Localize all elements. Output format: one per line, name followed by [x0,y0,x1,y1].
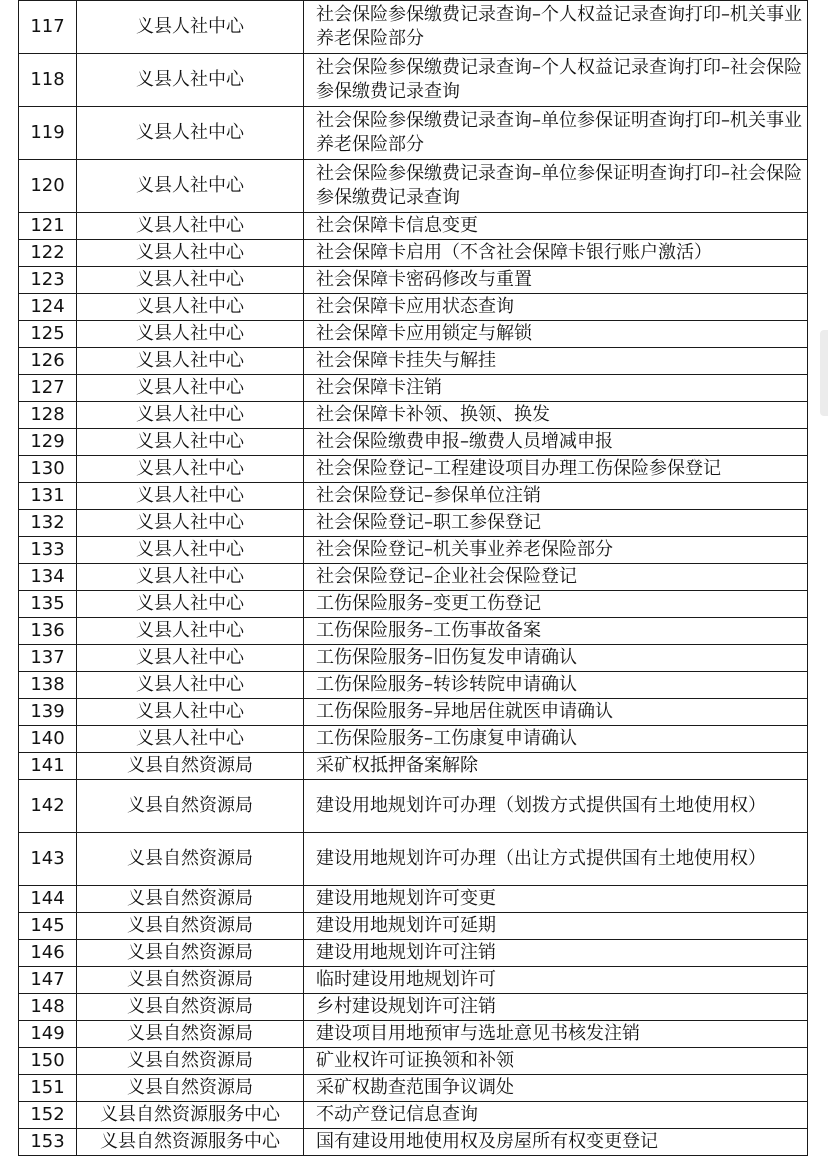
department-cell: 义县人社中心 [77,672,304,699]
service-item-cell: 社会保险登记–机关事业养老保险部分 [304,537,808,564]
table-row [19,618,808,645]
department-cell: 义县人社中心 [77,321,304,348]
department-cell: 义县人社中心 [77,726,304,753]
department-cell: 义县人社中心 [77,564,304,591]
row-number: 135 [19,591,77,618]
table-row [19,160,808,213]
service-item-cell: 国有建设用地使用权及房屋所有权变更登记 [304,1129,808,1156]
service-item-cell: 工伤保险服务–旧伤复发申请确认 [304,645,808,672]
service-item-cell: 建设用地规划许可变更 [304,886,808,913]
service-item-cell: 社会保险参保缴费记录查询–单位参保证明查询打印–机关事业养老保险部分 [304,107,808,160]
scroll-edge-tab[interactable] [820,330,828,416]
service-item-cell: 社会保障卡应用状态查询 [304,294,808,321]
service-item-cell: 采矿权抵押备案解除 [304,753,808,780]
service-item-cell: 社会保障卡信息变更 [304,213,808,240]
table-row [19,267,808,294]
department-cell: 义县人社中心 [77,160,304,213]
service-item-cell: 工伤保险服务–变更工伤登记 [304,591,808,618]
service-item-cell: 建设用地规划许可办理（出让方式提供国有土地使用权） [304,833,808,886]
row-number: 148 [19,994,77,1021]
service-item-cell: 建设用地规划许可注销 [304,940,808,967]
department-cell: 义县人社中心 [77,107,304,160]
table-row [19,429,808,456]
department-cell: 义县自然资源局 [77,994,304,1021]
service-item-cell: 社会保险登记–工程建设项目办理工伤保险参保登记 [304,456,808,483]
table-row [19,213,808,240]
service-item-cell: 建设用地规划许可办理（划拨方式提供国有土地使用权） [304,780,808,833]
row-number: 142 [19,780,77,833]
service-item-cell: 矿业权许可证换领和补领 [304,1048,808,1075]
table-row [19,645,808,672]
row-number: 131 [19,483,77,510]
department-cell: 义县人社中心 [77,645,304,672]
service-item-cell: 社会保险参保缴费记录查询–单位参保证明查询打印–社会保险参保缴费记录查询 [304,160,808,213]
row-number: 153 [19,1129,77,1156]
department-cell: 义县自然资源局 [77,780,304,833]
service-item-cell: 临时建设用地规划许可 [304,967,808,994]
table-row [19,940,808,967]
table-row [19,913,808,940]
row-number: 144 [19,886,77,913]
department-cell: 义县自然资源局 [77,967,304,994]
table-row [19,753,808,780]
service-item-cell: 不动产登记信息查询 [304,1102,808,1129]
table-row [19,107,808,160]
row-number: 121 [19,213,77,240]
row-number: 117 [19,1,77,54]
table-row [19,1048,808,1075]
row-number: 149 [19,1021,77,1048]
table-row [19,564,808,591]
row-number: 128 [19,402,77,429]
row-number: 124 [19,294,77,321]
service-item-cell: 社会保险登记–参保单位注销 [304,483,808,510]
department-cell: 义县人社中心 [77,483,304,510]
service-item-cell: 工伤保险服务–异地居住就医申请确认 [304,699,808,726]
row-number: 123 [19,267,77,294]
row-number: 133 [19,537,77,564]
table-row [19,967,808,994]
row-number: 139 [19,699,77,726]
row-number: 126 [19,348,77,375]
department-cell: 义县人社中心 [77,456,304,483]
row-number: 130 [19,456,77,483]
row-number: 138 [19,672,77,699]
table-row [19,1075,808,1102]
row-number: 140 [19,726,77,753]
table-row [19,375,808,402]
department-cell: 义县人社中心 [77,213,304,240]
row-number: 125 [19,321,77,348]
table-row [19,1021,808,1048]
row-number: 132 [19,510,77,537]
row-number: 141 [19,753,77,780]
table-row [19,591,808,618]
row-number: 151 [19,1075,77,1102]
table-row [19,321,808,348]
table-row [19,672,808,699]
table-row [19,240,808,267]
row-number: 120 [19,160,77,213]
service-item-cell: 工伤保险服务–工伤康复申请确认 [304,726,808,753]
department-cell: 义县自然资源服务中心 [77,1129,304,1156]
row-number: 122 [19,240,77,267]
row-number: 127 [19,375,77,402]
department-cell: 义县人社中心 [77,618,304,645]
row-number: 152 [19,1102,77,1129]
table-row [19,537,808,564]
table-row [19,402,808,429]
table-row [19,994,808,1021]
service-item-cell: 社会保障卡注销 [304,375,808,402]
table-row [19,886,808,913]
service-item-cell: 社会保险登记–企业社会保险登记 [304,564,808,591]
row-number: 136 [19,618,77,645]
department-cell: 义县自然资源局 [77,753,304,780]
table-row [19,699,808,726]
service-item-cell: 社会保险登记–职工参保登记 [304,510,808,537]
service-item-cell: 工伤保险服务–转诊转院申请确认 [304,672,808,699]
table-row [19,833,808,886]
service-item-cell: 采矿权勘查范围争议调处 [304,1075,808,1102]
table-row [19,1,808,54]
department-cell: 义县人社中心 [77,294,304,321]
table-row [19,726,808,753]
table-row [19,780,808,833]
department-cell: 义县人社中心 [77,348,304,375]
department-cell: 义县自然资源局 [77,833,304,886]
table-row [19,294,808,321]
service-item-cell: 社会保险参保缴费记录查询–个人权益记录查询打印–机关事业养老保险部分 [304,1,808,54]
department-cell: 义县人社中心 [77,402,304,429]
department-cell: 义县自然资源局 [77,940,304,967]
table-row [19,54,808,107]
table-row [19,1102,808,1129]
service-item-cell: 建设用地规划许可延期 [304,913,808,940]
department-cell: 义县自然资源局 [77,1075,304,1102]
department-cell: 义县自然资源局 [77,1021,304,1048]
row-number: 147 [19,967,77,994]
department-cell: 义县人社中心 [77,591,304,618]
department-cell: 义县人社中心 [77,429,304,456]
row-number: 134 [19,564,77,591]
service-item-cell: 社会保障卡密码修改与重置 [304,267,808,294]
table-row [19,456,808,483]
service-item-cell: 工伤保险服务–工伤事故备案 [304,618,808,645]
department-cell: 义县人社中心 [77,54,304,107]
service-item-cell: 社会保障卡启用（不含社会保障卡银行账户激活） [304,240,808,267]
table-body [19,1,808,1156]
department-cell: 义县自然资源局 [77,1048,304,1075]
service-item-cell: 建设项目用地预审与选址意见书核发注销 [304,1021,808,1048]
department-cell: 义县人社中心 [77,267,304,294]
row-number: 129 [19,429,77,456]
department-cell: 义县自然资源服务中心 [77,1102,304,1129]
service-item-cell: 社会保险参保缴费记录查询–个人权益记录查询打印–社会保险参保缴费记录查询 [304,54,808,107]
row-number: 118 [19,54,77,107]
row-number: 119 [19,107,77,160]
service-items-table [18,0,808,1156]
table-row [19,510,808,537]
service-table-container [18,0,808,1156]
row-number: 150 [19,1048,77,1075]
department-cell: 义县人社中心 [77,510,304,537]
row-number: 137 [19,645,77,672]
department-cell: 义县自然资源局 [77,913,304,940]
department-cell: 义县人社中心 [77,1,304,54]
department-cell: 义县人社中心 [77,699,304,726]
row-number: 145 [19,913,77,940]
service-item-cell: 社会保障卡挂失与解挂 [304,348,808,375]
row-number: 146 [19,940,77,967]
department-cell: 义县自然资源局 [77,886,304,913]
department-cell: 义县人社中心 [77,240,304,267]
row-number: 143 [19,833,77,886]
table-row [19,1129,808,1156]
service-item-cell: 社会保障卡应用锁定与解锁 [304,321,808,348]
service-item-cell: 社会保障卡补领、换领、换发 [304,402,808,429]
department-cell: 义县人社中心 [77,375,304,402]
table-row [19,348,808,375]
department-cell: 义县人社中心 [77,537,304,564]
table-row [19,483,808,510]
service-item-cell: 社会保险缴费申报–缴费人员增减申报 [304,429,808,456]
service-item-cell: 乡村建设规划许可注销 [304,994,808,1021]
